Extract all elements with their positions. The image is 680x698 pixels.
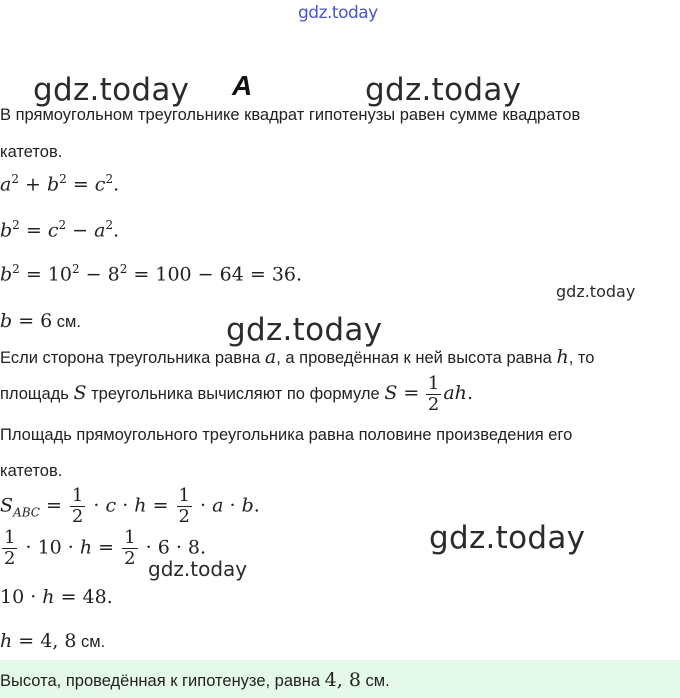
- equation-h-result: h = 4, 8 см.: [0, 630, 106, 652]
- watermark: gdz.today: [148, 557, 248, 581]
- equation-b-value: $b^2 = 10^2 - 8^2 = 100 - 64 = 36$.: [0, 262, 303, 286]
- paragraph-pythagoras-cont: катетов.: [0, 143, 63, 161]
- fraction-half: $\frac{1}{2}$: [4, 527, 16, 569]
- answer-text: Высота, проведённая к гипотенузе, равна: [0, 672, 321, 690]
- equation-area-substituted: $\frac{1}{2}$ · 10 · h = $\frac{1}{2}$ · 6 · 8.: [4, 527, 207, 569]
- answer-value: 4, 8: [324, 669, 361, 691]
- paragraph-area-formula: Если сторона треугольника равна a, а проведённая к ней высота равна h, то: [0, 346, 595, 368]
- paragraph-area-formula-cont: площадь S треугольника вычисляют по формуле S = $\frac{1}{2}$ ah.: [0, 373, 473, 415]
- equation-b-result: b = 6 см.: [0, 310, 81, 332]
- equation-10h: 10 · h = 48.: [0, 586, 113, 608]
- unit-label: см.: [56, 313, 81, 331]
- answer-line: [0, 669, 390, 691]
- watermark-top: gdz.today: [298, 3, 378, 23]
- text-span: , а проведённая к ней высота равна: [276, 349, 552, 367]
- answer-unit: см.: [365, 672, 390, 690]
- text-span: , то: [568, 349, 595, 367]
- paragraph-pythagoras: В прямоугольном треугольнике квадрат гипотенузы равен сумме квадратов: [0, 106, 581, 124]
- paragraph-right-area-cont: катетов.: [0, 462, 63, 480]
- fraction-half: $\frac{1}{2}$: [178, 485, 190, 527]
- unit-label: см.: [80, 633, 106, 651]
- text-span: Если сторона треугольника равна: [0, 349, 261, 367]
- watermark: gdz.today: [556, 282, 636, 301]
- paragraph-right-area: Площадь прямоугольного треугольника равна половине произведения его: [0, 426, 573, 444]
- watermark: gdz.today: [429, 520, 586, 556]
- equation-area-abc: $S_{ABC}$ = $\frac{1}{2}$ · c · h = $\frac{1}{2}$ · a · b.: [0, 485, 260, 527]
- equation-pythagoras: $a^2 + b^2 = c^2$.: [0, 172, 120, 196]
- text-span: площадь: [0, 384, 69, 403]
- equation-b-squared: $b^2 = c^2 - a^2$.: [0, 218, 120, 242]
- fraction-half: $\frac{1}{2}$: [71, 485, 84, 527]
- watermark: gdz.today: [365, 72, 522, 108]
- text-span: треугольника вычисляют по формуле: [91, 384, 380, 403]
- fraction-half: $\frac{1}{2}$: [427, 373, 440, 415]
- watermark: gdz.today: [33, 72, 190, 108]
- watermark: gdz.today: [226, 312, 383, 348]
- fraction-half: $\frac{1}{2}$: [124, 527, 136, 569]
- section-heading: А: [232, 70, 253, 101]
